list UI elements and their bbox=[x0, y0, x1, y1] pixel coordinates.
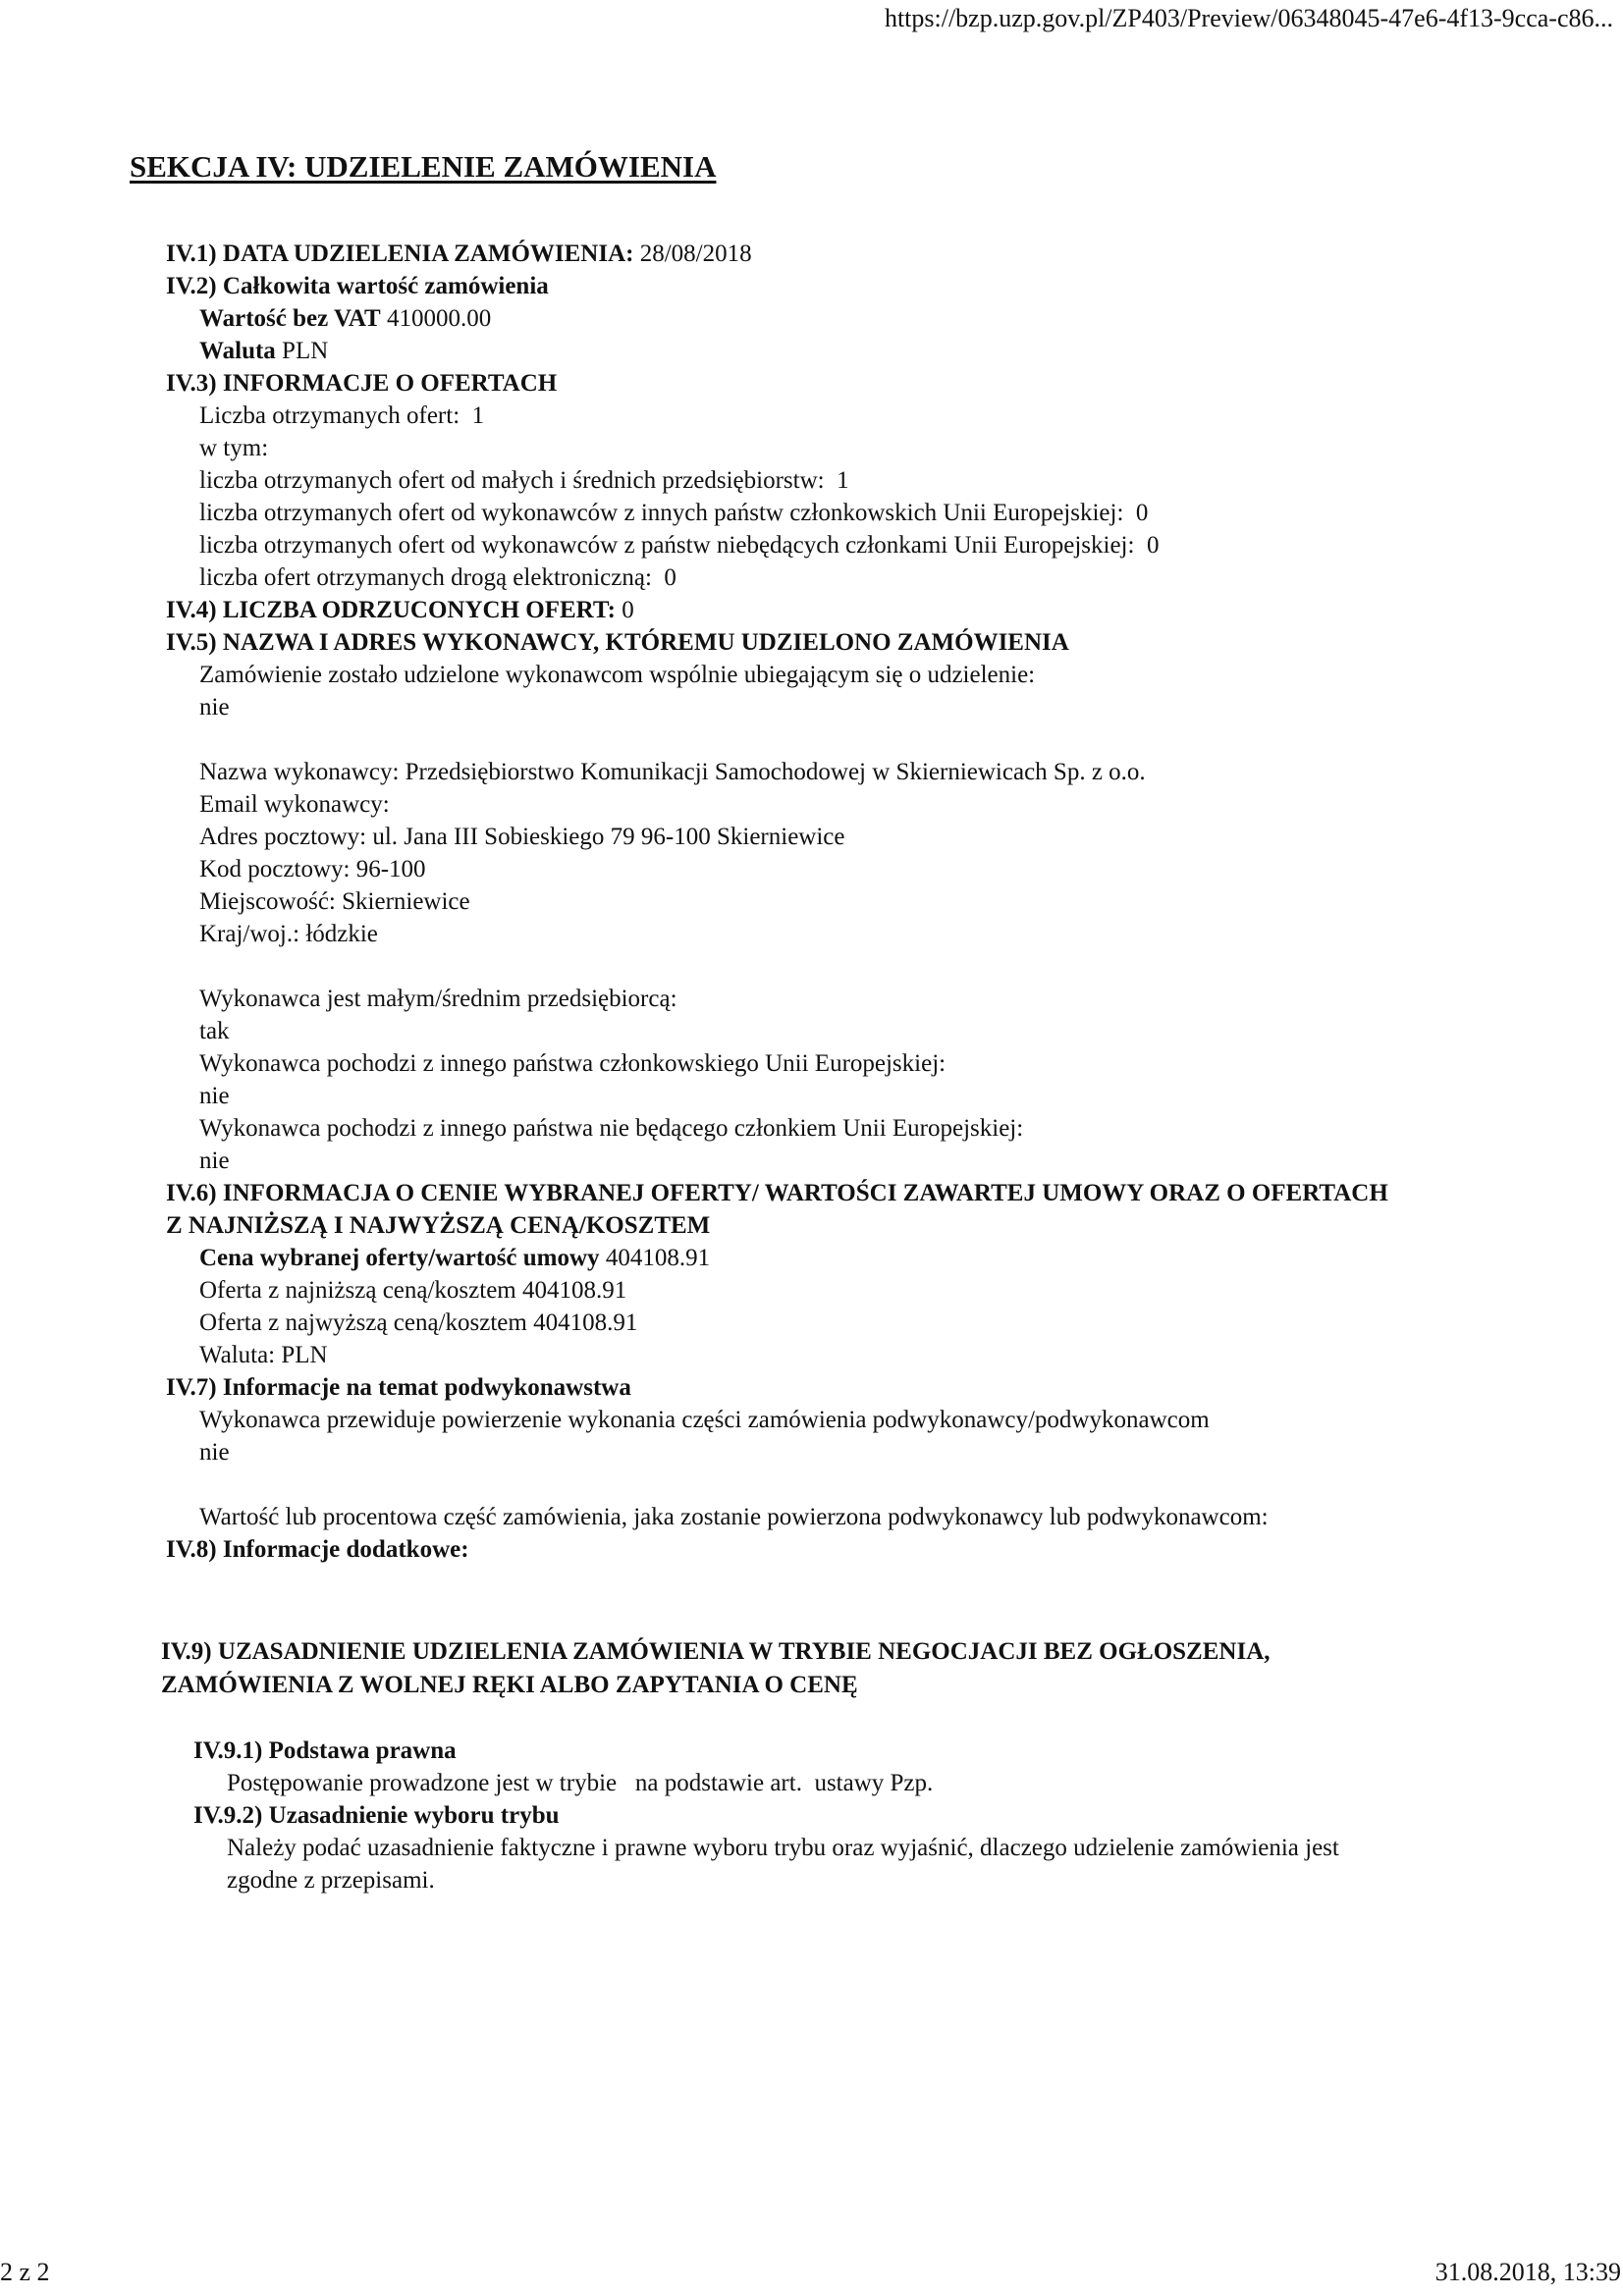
iv3-including: w tym: bbox=[199, 435, 269, 461]
iv2-net-label: Wartość bez VAT bbox=[199, 305, 381, 332]
iv91-text: Postępowanie prowadzone jest w trybie na podstawie art. ustawy Pzp. bbox=[227, 1770, 934, 1796]
iv7-heading: IV.7) Informacje na temat podwykonawstwa bbox=[166, 1374, 631, 1401]
iv5-contractor-name: Nazwa wykonawcy: Przedsiębiorstwo Komunikacji Samochodowej w Skierniewicach Sp. z o.o. bbox=[199, 759, 1146, 785]
iv2-currency-row bbox=[166, 335, 1541, 367]
iv2-net-row bbox=[166, 302, 1541, 335]
iv92-text-line1: Należy podać uzasadnienie faktyczne i prawne wyboru trybu oraz wyjaśnić, dlaczego udzielenie zamówienia jest bbox=[227, 1835, 1339, 1861]
iv1-label: IV.1) DATA UDZIELENIA ZAMÓWIENIA: bbox=[166, 240, 634, 267]
iv5-sme-question: Wykonawca jest małym/średnim przedsiębiorcą: bbox=[199, 986, 677, 1012]
iv5-non-eu-answer: nie bbox=[199, 1148, 230, 1174]
iv6-highest-offer: Oferta z najwyższą ceną/kosztem 404108.91 bbox=[199, 1309, 638, 1336]
spacer bbox=[166, 1468, 1541, 1501]
iv3-eu-row bbox=[166, 497, 1541, 529]
iv8-heading: IV.8) Informacje dodatkowe: bbox=[166, 1536, 469, 1563]
iv4-value: 0 bbox=[622, 597, 634, 623]
section-content bbox=[166, 238, 1541, 1566]
iv6-selected-label: Cena wybranej oferty/wartość umowy bbox=[199, 1245, 600, 1271]
iv2-net-value: 410000.00 bbox=[386, 305, 492, 332]
iv1-value: 28/08/2018 bbox=[639, 240, 752, 267]
spacer bbox=[166, 723, 1541, 756]
iv3-non-eu-row bbox=[166, 529, 1541, 561]
iv92-text-line2: zgodne z przepisami. bbox=[227, 1867, 435, 1894]
iv6-selected-row bbox=[166, 1242, 1541, 1274]
spacer bbox=[166, 950, 1541, 983]
iv3-heading: IV.3) INFORMACJE O OFERTACH bbox=[166, 370, 558, 397]
iv3-received-row bbox=[166, 400, 1541, 432]
iv3-sme-value: 1 bbox=[837, 467, 849, 494]
page-url-header: https://bzp.uzp.gov.pl/ZP403/Preview/06348045-47e6-4f13-9cca-c86... bbox=[884, 4, 1613, 32]
iv7-question: Wykonawca przewiduje powierzenie wykonania części zamówienia podwykonawcy/podwykonawcom bbox=[199, 1407, 1210, 1433]
iv5-joint-question: Zamówienie zostało udzielone wykonawcom wspólnie ubiegającym się o udzielenie: bbox=[199, 662, 1036, 688]
print-datetime: 31.08.2018, 13:39 bbox=[1434, 2258, 1621, 2286]
iv5-non-eu-question: Wykonawca pochodzi z innego państwa nie będącego członkiem Unii Europejskiej: bbox=[199, 1115, 1024, 1142]
iv5-contractor-email: Email wykonawcy: bbox=[199, 791, 390, 818]
iv2-currency-label: Waluta bbox=[199, 338, 276, 364]
iv92-heading: IV.9.2) Uzasadnienie wyboru trybu bbox=[193, 1802, 560, 1829]
iv4-label: IV.4) LICZBA ODRZUCONYCH OFERT: bbox=[166, 597, 616, 623]
iv6-selected-value: 404108.91 bbox=[605, 1245, 711, 1271]
iv5-contractor-address: Adres pocztowy: ul. Jana III Sobieskiego 79 96-100 Skierniewice bbox=[199, 824, 845, 850]
iv3-electronic-value: 0 bbox=[664, 564, 676, 591]
iv4-row bbox=[166, 594, 1541, 626]
iv6-heading-line2: Z NAJNIŻSZĄ I NAJWYŻSZĄ CENĄ/KOSZTEM bbox=[166, 1212, 711, 1239]
iv91-heading: IV.9.1) Podstawa prawna bbox=[193, 1737, 457, 1764]
iv2-heading: IV.2) Całkowita wartość zamówienia bbox=[166, 273, 549, 299]
iv9-heading-line1: IV.9) UZASADNIENIE UDZIELENIA ZAMÓWIENIA W TRYBIE NEGOCJACJI BEZ OGŁOSZENIA, bbox=[161, 1638, 1271, 1665]
iv3-electronic-row bbox=[166, 561, 1541, 594]
iv3-sme-label: liczba otrzymanych ofert od małych i średnich przedsiębiorstw: bbox=[199, 467, 825, 494]
iv6-currency: Waluta: PLN bbox=[199, 1342, 328, 1368]
iv3-sme-row bbox=[166, 464, 1541, 497]
iv1-row bbox=[166, 238, 1541, 270]
iv5-heading: IV.5) NAZWA I ADRES WYKONAWCY, KTÓREMU UDZIELONO ZAMÓWIENIA bbox=[166, 629, 1069, 656]
iv7-share: Wartość lub procentowa część zamówienia, jaka zostanie powierzona podwykonawcy lub podwykonawcom: bbox=[199, 1504, 1269, 1530]
iv9-block bbox=[161, 1635, 1536, 1702]
iv3-eu-value: 0 bbox=[1135, 500, 1149, 526]
iv5-eu-answer: nie bbox=[199, 1083, 230, 1109]
iv3-received-label: Liczba otrzymanych ofert: bbox=[199, 402, 460, 429]
iv3-eu-label: liczba otrzymanych ofert od wykonawców z innych państw członkowskich Unii Europejskiej: bbox=[199, 500, 1124, 526]
iv3-non-eu-value: 0 bbox=[1146, 532, 1160, 559]
iv5-contractor-region: Kraj/woj.: łódzkie bbox=[199, 921, 378, 947]
iv5-sme-answer: tak bbox=[199, 1018, 230, 1044]
iv9-subsections bbox=[193, 1735, 1470, 1896]
section-title: SEKCJA IV: UDZIELENIE ZAMÓWIENIA bbox=[130, 149, 717, 184]
iv5-eu-question: Wykonawca pochodzi z innego państwa członkowskiego Unii Europejskiej: bbox=[199, 1050, 947, 1077]
iv3-received-value: 1 bbox=[471, 402, 485, 429]
iv5-joint-answer: nie bbox=[199, 694, 230, 721]
page-number: 2 z 2 bbox=[0, 2258, 50, 2286]
iv6-heading-line1: IV.6) INFORMACJA O CENIE WYBRANEJ OFERTY/ WARTOŚCI ZAWARTEJ UMOWY ORAZ O OFERTACH bbox=[166, 1180, 1388, 1206]
iv7-answer: nie bbox=[199, 1439, 230, 1466]
iv2-currency-value: PLN bbox=[282, 338, 329, 364]
iv3-non-eu-label: liczba otrzymanych ofert od wykonawców z państw niebędących członkami Unii Europejskiej: bbox=[199, 532, 1135, 559]
iv5-contractor-city: Miejscowość: Skierniewice bbox=[199, 888, 470, 915]
iv5-contractor-postcode: Kod pocztowy: 96-100 bbox=[199, 856, 426, 882]
iv9-heading-line2: ZAMÓWIENIA Z WOLNEJ RĘKI ALBO ZAPYTANIA O CENĘ bbox=[161, 1672, 858, 1698]
iv6-lowest-offer: Oferta z najniższą ceną/kosztem 404108.91 bbox=[199, 1277, 627, 1304]
iv3-electronic-label: liczba ofert otrzymanych drogą elektroniczną: bbox=[199, 564, 652, 591]
